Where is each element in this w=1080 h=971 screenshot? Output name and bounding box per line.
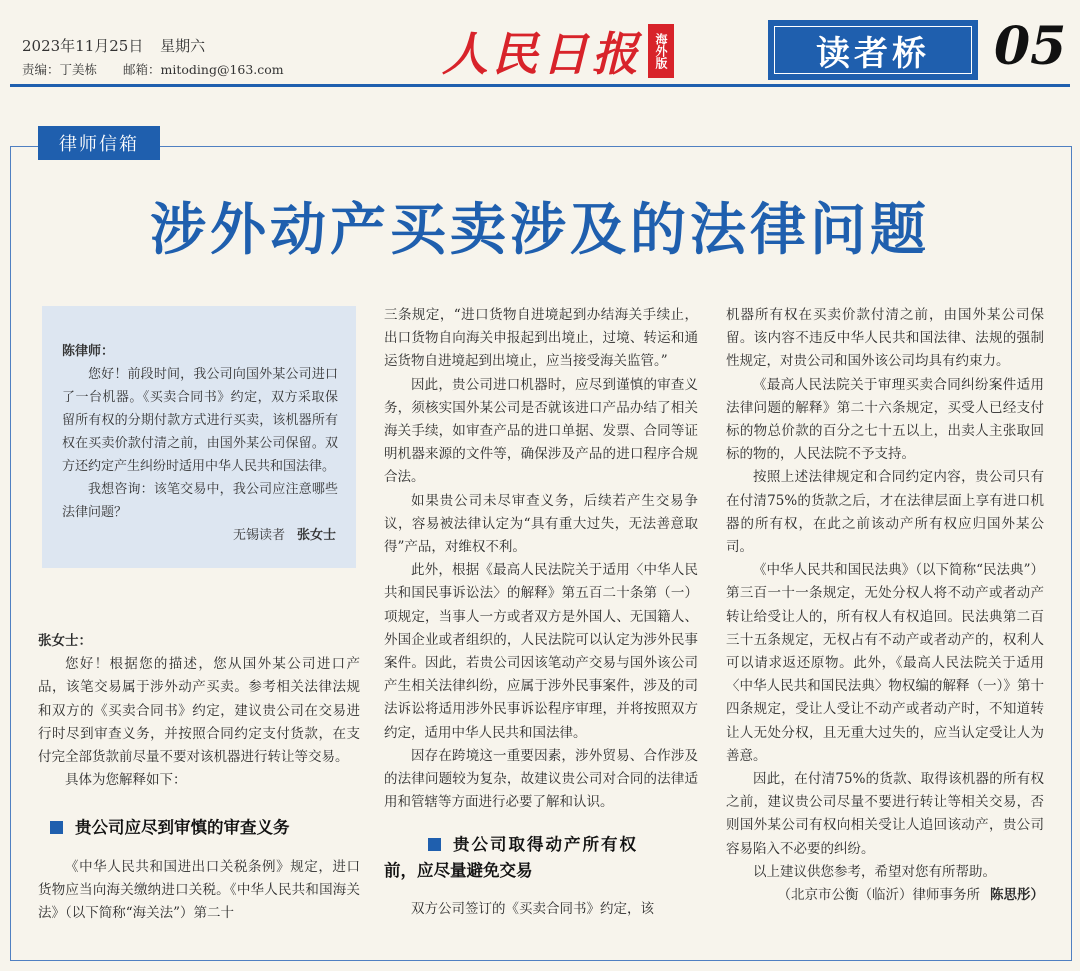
- newspaper-name: 人民日报: [442, 27, 642, 81]
- subheading-line: 前，应尽量避免交易: [384, 861, 533, 880]
- signature-name: 张女士: [296, 528, 336, 543]
- masthead-info: [22, 34, 306, 82]
- subheading-text: 贵公司取得动产所有权: [453, 835, 638, 854]
- paragraph: 三条规定，“进口货物自进境起到办结海关手续止，出口货物自向海关申报起到出境止，过境、转运和通运货物自进境起到出境止，应当接受海关监管。”: [384, 307, 698, 370]
- paragraph: 以上建议供您参考，希望对您有所帮助。: [753, 863, 996, 880]
- editor-email: 邮箱：mitoding@163.com: [123, 62, 284, 77]
- column-1-continued: [38, 856, 360, 926]
- paragraph: 双方公司签订的《买卖合同书》约定，该: [411, 901, 654, 917]
- column-3: [726, 304, 1044, 907]
- reply-salutation: 张女士：: [38, 633, 92, 649]
- subheading-2: [384, 832, 698, 884]
- section-banner: [768, 20, 978, 80]
- letter-signature: [62, 524, 336, 547]
- paragraph: 机器所有权在买卖价款付清之前，由国外某公司保留。该内容不违反中华人民共和国法律、法规的强制性规定，对贵公司和国外该公司均具有约束力。: [726, 307, 1044, 370]
- page-number: 05: [994, 16, 1067, 77]
- paragraph: 按照上述法律规定和合同约定内容，贵公司只有在付清75%的货款之后，才在法律层面上享有进口机器的所有权，在此之前该动产所有权应归国外某公司。: [726, 469, 1044, 556]
- letter-paragraph: 我想咨询：该笔交易中，我公司应注意哪些法律问题？: [62, 482, 338, 520]
- issue-weekday: 星期六: [160, 37, 206, 55]
- author-name: 陈思彤）: [990, 887, 1044, 904]
- editor-line: [22, 58, 306, 82]
- letter-paragraph: 您好！前段时间，我公司向国外某公司进口了一台机器。《买卖合同书》约定，双方采取保留所有权的分期付款方式进行买卖，该机器所有权在买卖价款付清之前，由国外某公司保留。双方还约定产生纠纷时适用中华人民共和国法律。: [62, 367, 338, 474]
- column-tag: 律师信箱: [38, 126, 160, 160]
- letter-salutation: 陈律师：: [62, 344, 115, 359]
- column-2-continued: [384, 898, 698, 921]
- section-name: 读者桥: [816, 33, 930, 74]
- author-org: （北京市公衡（临沂）律师事务所: [777, 887, 980, 904]
- signature-place: 无锡读者: [232, 528, 285, 543]
- paragraph: 因此，贵公司进口机器时，应尽到谨慎的审查义务，须核实国外某公司是否就该进口产品办结了相关海关手续，如审查产品的进口单据、发票、合同等证明机器来源的文件等，确保涉及产品的进口程序合规合法。: [384, 376, 698, 486]
- paragraph: 因存在跨境这一重要因素，涉外贸易、合作涉及的法律问题较为复杂，故建议贵公司对合同的法律适用和管辖等方面进行必要了解和认识。: [384, 747, 698, 811]
- edition-label: 海外版: [654, 33, 668, 69]
- reader-letter: [62, 340, 338, 547]
- editor: 责编：丁美栋: [22, 62, 98, 77]
- paragraph: 《中华人民共和国进出口关税条例》规定，进口货物应当向海关缴纳进口关税。《中华人民共和国海关法》（以下简称“海关法”）第二十: [38, 859, 360, 922]
- subheading-text: 贵公司应尽到审慎的审查义务: [75, 818, 290, 837]
- subheading-line: [384, 832, 698, 858]
- paragraph: 您好！根据您的描述，您从国外某公司进口产品，该笔交易属于涉外动产买卖。参考相关法律法规和双方的《买卖合同书》约定，建议贵公司在交易进行时尽到审查义务，并按照合同约定支付货款，在支付完全部货款前尽量不要对该机器进行转让等交易。: [38, 656, 360, 766]
- newspaper-logo: [442, 22, 674, 80]
- paragraph: 《最高人民法院关于审理买卖合同纠纷案件适用法律问题的解释》第二十六条规定，买受人已经支付标的物总价款的百分之七十五以上，出卖人主张取回标的物的，人民法院不予支持。: [726, 376, 1044, 463]
- square-bullet-icon: [50, 821, 63, 834]
- edition-stamp: [648, 24, 674, 78]
- paragraph: 此外，根据《最高人民法院关于适用〈中华人民共和国民事诉讼法〉的解释》第五百二十条第（一）项规定，当事人一方或者双方是外国人、无国籍人、外国企业或者组织的，人民法院可以认定为涉外民事案件。因此，若贵公司因该笔动产交易与国外该公司产生相关法律纠纷，应属于涉外民事案件，涉及的司法诉讼将适用涉外民事诉讼程序审理，并将按照双方约定，适用中华人民共和国法律。: [384, 562, 698, 741]
- author-byline: [726, 884, 1044, 907]
- paragraph: 具体为您解释如下：: [65, 772, 187, 789]
- paragraph: 《中华人民共和国民法典》（以下简称“民法典”）第三百一十一条规定，无处分权人将不动产或者动产转让给受让人的，所有权人有权追回。民法典第二百三十五条规定，无权占有不动产或者动产的，权利人可以请求返还原物。此外，《最高人民法院关于适用〈中华人民共和国民法典〉物权编的解释（一）》第十四条规定，受让人受让不动产或者动产时，不知道转让人无处分权，且无重大过失的，应当认定受让人为善意。: [726, 562, 1044, 764]
- paragraph: 如果贵公司未尽审查义务，后续若产生交易争议，容易被法律认定为“具有重大过失，无法善意取得”产品，对维权不利。: [384, 492, 698, 556]
- paragraph: 因此，在付清75%的货款、取得该机器的所有权之前，建议贵公司尽量不要进行转让等相关交易，否则国外某公司有权向相关受让人追回该动产，贵公司容易陷入不必要的纠纷。: [726, 771, 1044, 857]
- date-line: [22, 34, 306, 58]
- column-2: [384, 304, 698, 814]
- issue-date: 2023年11月25日: [22, 37, 144, 55]
- subheading-1: [50, 815, 290, 841]
- article-headline: 涉外动产买卖涉及的法律问题: [150, 198, 930, 263]
- column-1: [38, 630, 360, 792]
- masthead-rule: [10, 84, 1070, 87]
- square-bullet-icon: [428, 838, 441, 851]
